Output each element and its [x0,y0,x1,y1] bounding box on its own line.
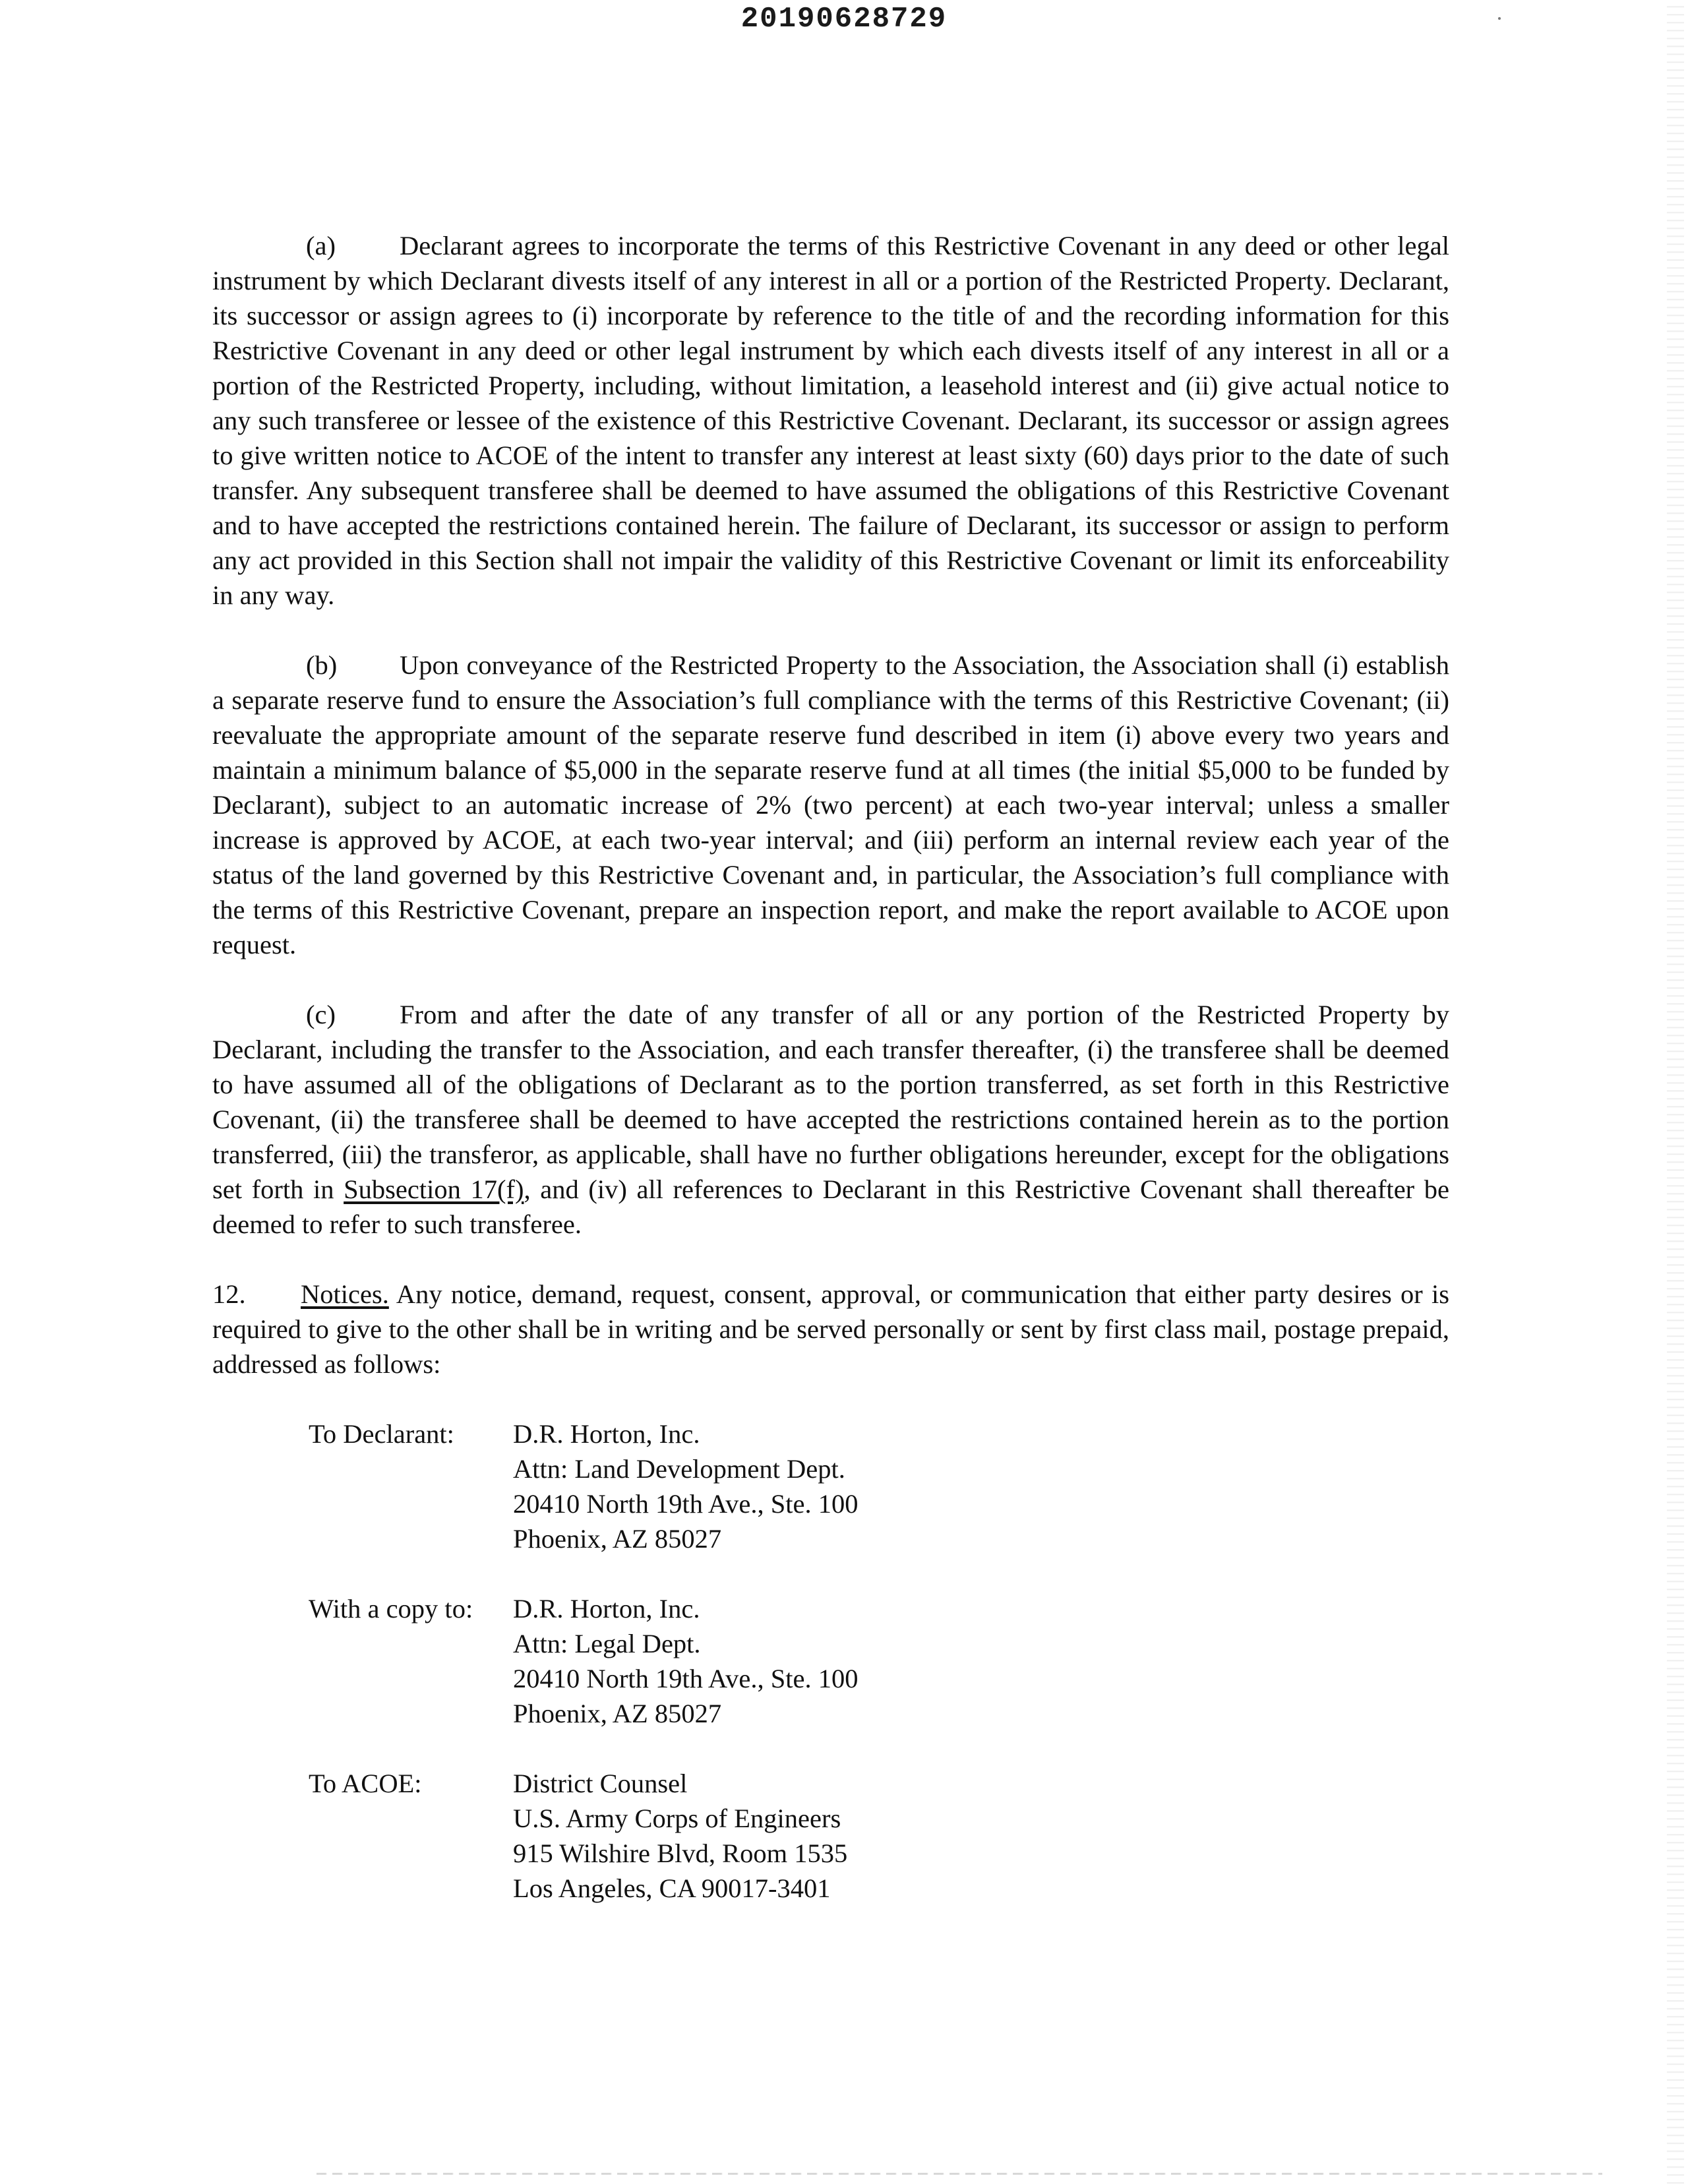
paragraph-c-text-before: From and after the date of any transfer of all or any portion of the Restricted Property by Declarant, including the transfer to the Association, and each transfer thereafter, (i) the transferee shall be deemed to have assumed all of the obligations of Declarant as to the portion transferred, as set forth in this Restrictive Covenant, (ii) the transferee shall be deemed to have accepted the restrictions contained herein as to the portion transferred, (iii) the transferor, as applicable, shall have no further obligations hereunder, except for the obligations set forth in [212,1000,1449,1204]
section-12-text: Any notice, demand, request, consent, approval, or communication that either party desires or is required to give to the other shall be in writing and be served personally or sent by first class mail, postage prepaid, addressed as follows: [212,1279,1449,1379]
address-block-copy [309,1591,1449,1731]
scan-speck [1498,17,1501,20]
address-line: Los Angeles, CA 90017-3401 [513,1873,831,1903]
address-line: District Counsel [513,1769,688,1798]
scan-bottom-artifact [316,2173,1602,2175]
address-line: U.S. Army Corps of Engineers [513,1804,841,1833]
address-line: 20410 North 19th Ave., Ste. 100 [513,1664,859,1693]
paragraph-c-text-after: , and (iv) all references to Declarant in this Restrictive Covenant shall thereafter be deemed to refer to such transferee. [212,1174,1450,1239]
address-line: D.R. Horton, Inc. [513,1594,700,1623]
paragraph-b-text: Upon conveyance of the Restricted Property to the Association, the Association shall (i) establish a separate reserve fund to ensure the Association’s full compliance with the terms of this Restrictive Covenant; (ii) reevaluate the appropriate amount of the separate reserve fund described in item (i) above every two years and maintain a minimum balance of $5,000 in the separate reserve fund at all times (the initial $5,000 to be funded by Declarant), subject to an automatic increase of 2% (two percent) at each two-year interval; unless a smaller increase is approved by ACOE, at each two-year interval; and (iii) perform an internal review each year of the status of the land governed by this Restrictive Covenant and, in particular, the Association’s full compliance with the terms of this Restrictive Covenant, prepare an inspection report, and make the report available to ACOE upon request. [212,650,1449,959]
address-line: Phoenix, AZ 85027 [513,1524,722,1554]
address-recipient-label: To Declarant: [309,1419,454,1449]
address-line: Phoenix, AZ 85027 [513,1699,722,1728]
address-line: 20410 North 19th Ave., Ste. 100 [513,1489,859,1519]
paragraph-a-text: Declarant agrees to incorporate the terms of this Restrictive Covenant in any deed or other legal instrument by which Declarant divests itself of any interest in all or a portion of the Restricted Property. Declarant, its successor or assign agrees to (i) incorporate by reference to the title of and the recording information for this Restrictive Covenant in any deed or other legal instrument by which each divests itself of any interest in all or a portion of the Restricted Property, including, without limitation, a leasehold interest and (ii) give actual notice to any such transferee or lessee of the existence of this Restrictive Covenant. Declarant, its successor or assign agrees to give written notice to ACOE of the intent to transfer any interest at least sixty (60) days prior to the date of such transfer. Any subsequent transferee shall be deemed to have assumed the obligations of this Restrictive Covenant and to have accepted the restrictions contained herein. The failure of Declarant, its successor or assign to perform any act provided in this Section shall not impair the validity of this Restrictive Covenant or limit its enforceability in any way. [212,231,1449,610]
paragraph-c [212,997,1449,1242]
paragraph-a-label: (a) [306,231,336,260]
section-number: 12. [212,1279,246,1309]
paragraph-a [212,228,1449,613]
paragraph-b-label: (b) [306,650,338,680]
address-recipient-label: With a copy to: [309,1594,473,1623]
recording-number: 20190628729 [740,3,948,36]
document-body [212,228,1449,1941]
address-block-acoe [309,1766,1449,1906]
paragraph-b [212,648,1449,962]
address-line: 915 Wilshire Blvd, Room 1535 [513,1838,848,1868]
address-line: Attn: Legal Dept. [513,1629,701,1658]
section-heading: Notices. [301,1279,389,1309]
address-recipient-label: To ACOE: [309,1769,422,1798]
paragraph-c-label: (c) [306,1000,336,1029]
address-line: D.R. Horton, Inc. [513,1419,700,1449]
address-block-declarant [309,1416,1449,1556]
subsection-reference: Subsection 17(f) [344,1174,524,1204]
address-line: Attn: Land Development Dept. [513,1454,845,1484]
scan-edge-artifact [1667,0,1684,2184]
section-12-notices [212,1277,1449,1381]
